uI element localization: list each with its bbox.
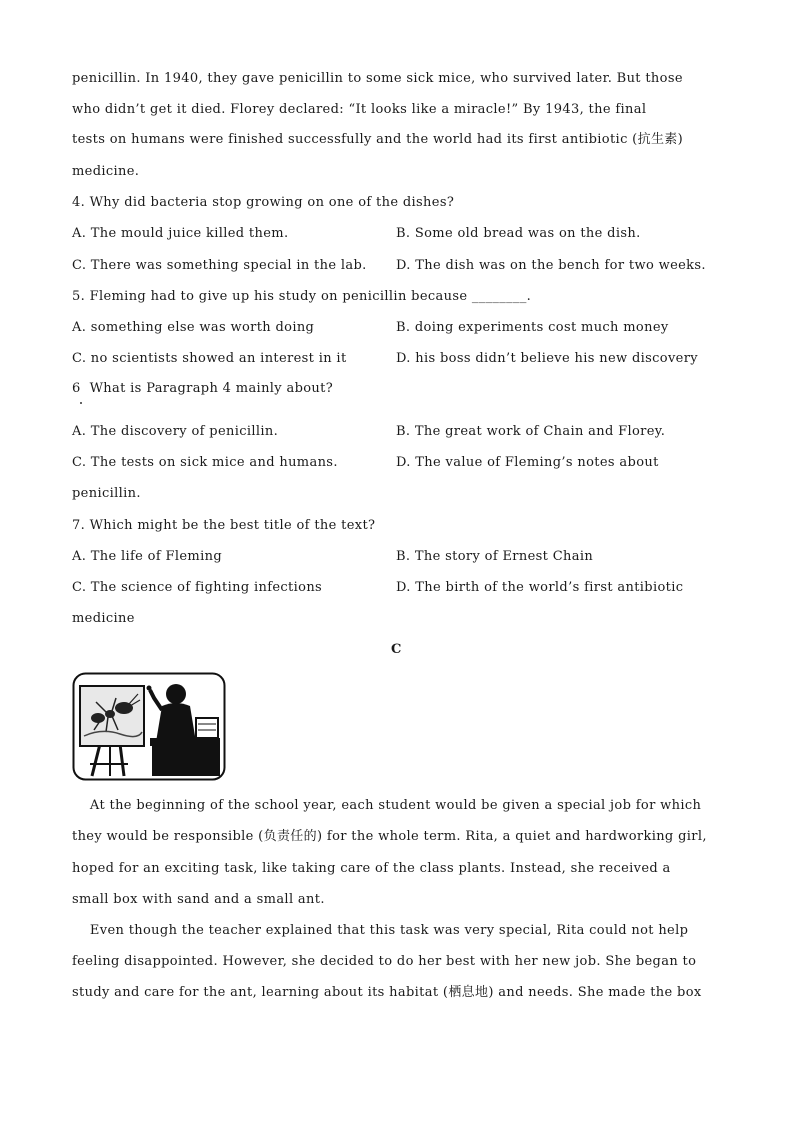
section-heading: C	[391, 642, 402, 657]
option-b: B. doing experiments cost much money	[396, 320, 669, 335]
question-stem: 5. Fleming had to give up his study on penicillin because ________.	[72, 289, 532, 304]
option-c: C. no scientists showed an interest in it	[72, 351, 347, 366]
option-a: A. The discovery of penicillin.	[72, 424, 279, 439]
question-stem: 4. Why did bacteria stop growing on one of the dishes?	[72, 195, 455, 210]
passage-line: penicillin. In 1940, they gave penicillin to some sick mice, who survived later. But those	[72, 71, 683, 86]
question-stem: 7. Which might be the best title of the text?	[72, 518, 376, 533]
option-c: C. There was something special in the lab.	[72, 258, 367, 273]
option-d-continued: medicine	[72, 611, 135, 626]
option-d-continued: penicillin.	[72, 486, 141, 501]
passage-line: feeling disappointed. However, she decided to do her best with her new job. She began to	[72, 954, 697, 969]
option-a: A. The life of Fleming	[72, 549, 222, 564]
passage-line: small box with sand and a small ant.	[72, 892, 325, 907]
passage-line: medicine.	[72, 164, 140, 179]
teacher-ant-picture-icon	[72, 672, 226, 782]
option-c: C. The science of fighting infections	[72, 580, 323, 595]
passage-line: Even though the teacher explained that this task was very special, Rita could not help	[72, 923, 689, 938]
question-stem: 6 What is Paragraph 4 mainly about?	[72, 381, 334, 396]
option-b: B. The great work of Chain and Florey.	[396, 424, 666, 439]
passage-line: who didn’t get it died. Florey declared: “It looks like a miracle!” By 1943, the final	[72, 102, 647, 117]
passage-line: they would be responsible (负责任的) for the whole term. Rita, a quiet and hardworking girl,	[72, 829, 707, 844]
passage-line: tests on humans were finished successfully and the world had its first antibiotic (抗生素)	[72, 132, 684, 147]
passage-line: At the beginning of the school year, each student would be given a special job for which	[72, 798, 702, 813]
option-d: D. his boss didn’t believe his new discovery	[396, 351, 698, 366]
option-d: D. The birth of the world’s first antibiotic	[396, 580, 684, 595]
option-b: B. The story of Ernest Chain	[396, 549, 594, 564]
stray-dot	[80, 402, 82, 404]
option-a: A. something else was worth doing	[72, 320, 315, 335]
passage-line: hoped for an exciting task, like taking care of the class plants. Instead, she received a	[72, 861, 671, 876]
option-b: B. Some old bread was on the dish.	[396, 226, 641, 241]
option-a: A. The mould juice killed them.	[72, 226, 289, 241]
option-c: C. The tests on sick mice and humans.	[72, 455, 338, 470]
passage-line: study and care for the ant, learning about its habitat (栖息地) and needs. She made the box	[72, 985, 702, 1000]
option-d: D. The dish was on the bench for two weeks.	[396, 258, 706, 273]
option-d: D. The value of Fleming’s notes about	[396, 455, 659, 470]
